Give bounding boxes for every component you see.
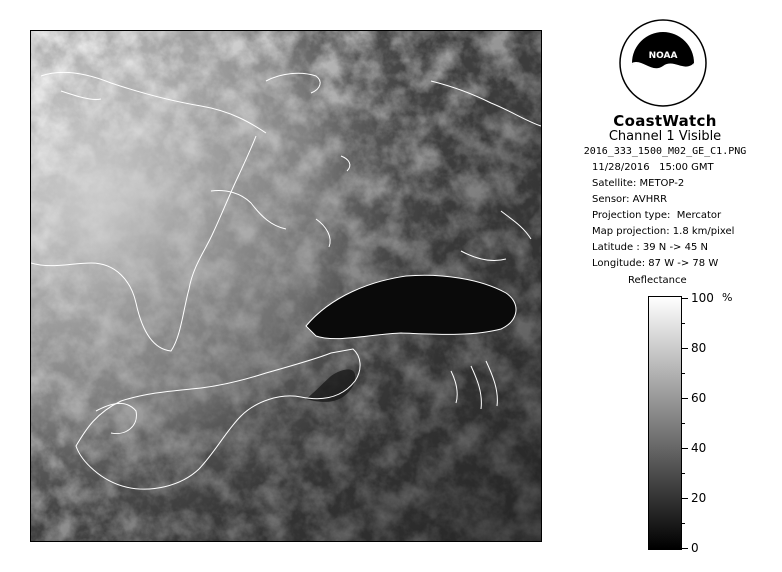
colorbar-minor-tick [682,373,685,374]
colorbar-tick-label: 0 [691,541,699,555]
channel-name: Channel 1 Visible [608,129,722,144]
colorbar-minor-tick [682,473,685,474]
colorbar-tick-label: 40 [691,441,707,455]
colorbar-minor-tick [682,423,685,424]
colorbar-minor-tick [682,523,685,524]
map-projection: Map projection: 1.8 km/pixel [592,226,735,237]
datetime: 11/28/2016 15:00 GMT [592,162,714,173]
colorbar-tick-label: 60 [691,391,707,405]
colorbar-minor-tick [682,323,685,324]
projection-type: Projection type: Mercator [592,210,722,221]
sensor-info: Sensor: AVHRR [592,194,668,205]
colorbar-tick-label: 80 [691,341,707,355]
satellite-info: Satellite: METOP-2 [592,178,685,189]
colorbar-tick [682,398,688,399]
colorbar-tick-label: 100 [691,291,714,305]
satellite-image [30,30,542,542]
filename: 2016_333_1500_M02_GE_C1.PNG [583,146,747,157]
colorbar-tick [682,498,688,499]
colorbar-title: Reflectance [628,275,687,286]
colorbar-tick [682,548,688,549]
colorbar-tick [682,298,688,299]
app-title: CoastWatch [613,112,717,130]
colorbar-tick-label: 20 [691,491,707,505]
latitude-range: Latitude : 39 N -> 45 N [592,242,708,253]
reflectance-colorbar [648,296,682,550]
logo-text: NOAA [648,51,678,61]
longitude-range: Longitude: 87 W -> 78 W [592,258,719,269]
noaa-logo [618,18,708,108]
colorbar-unit: % [722,291,733,304]
colorbar-tick [682,348,688,349]
colorbar-tick [682,448,688,449]
